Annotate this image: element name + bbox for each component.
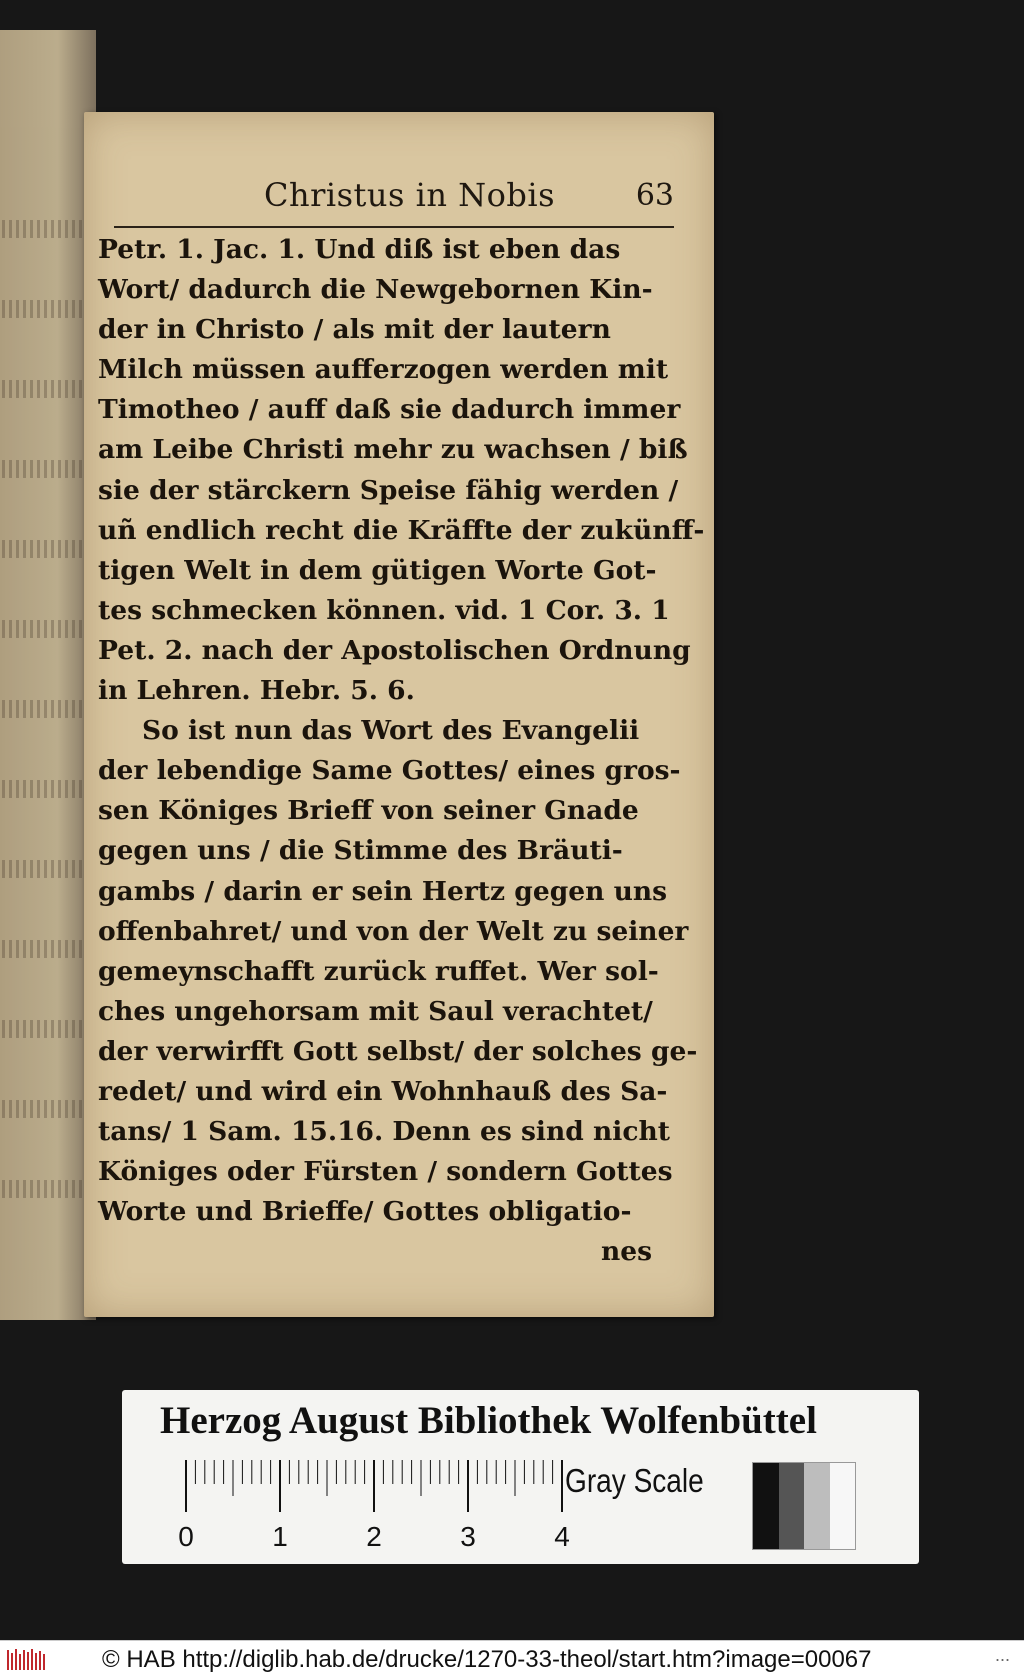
text-line: Petr. 1. Jac. 1. Und diß ist eben das — [98, 234, 621, 265]
paragraph-start-line: So ist nun das Wort des Evangelii — [142, 715, 640, 747]
text-line: uñ endlich recht die Kräffte der zukünff- — [98, 514, 705, 546]
gray-swatch — [779, 1463, 805, 1549]
gray-swatch — [830, 1463, 856, 1549]
bleed-through-text — [2, 700, 94, 718]
text-line: gambs / darin er sein Hertz gegen uns — [98, 875, 668, 907]
text-line: Milch müssen aufferzogen werden mit — [98, 354, 669, 386]
bleed-through-text — [2, 540, 94, 558]
bleed-through-text — [2, 860, 94, 878]
copyright-url[interactable]: © HAB http://diglib.hab.de/drucke/1270-33-theol/start.htm?image=00067 — [102, 1646, 872, 1673]
bleed-through-text — [2, 380, 94, 398]
page-body-text — [98, 230, 705, 1272]
footer-bar — [0, 1640, 1024, 1680]
running-head — [114, 174, 674, 228]
more-options-icon[interactable]: ... — [994, 1645, 1010, 1665]
text-line: am Leibe Christi mehr zu wachsen / biß — [98, 434, 688, 466]
gray-swatch — [753, 1463, 779, 1549]
bleed-through-text — [2, 220, 94, 238]
bleed-through-text — [2, 940, 94, 958]
ruler-number: 4 — [554, 1521, 570, 1552]
text-line: redet/ und wird ein Wohnhauß des Sa- — [98, 1075, 668, 1107]
text-line: sen Königes Brieff von seiner Gnade — [98, 795, 639, 827]
text-line: der in Christo / als mit der lautern — [98, 314, 611, 346]
text-line: gegen uns / die Stimme des Bräuti- — [98, 835, 623, 867]
book-page — [84, 112, 714, 1317]
ruler-number: 3 — [460, 1521, 476, 1552]
catchword: nes — [600, 1236, 652, 1268]
library-name: Herzog August Bibliothek Wolfenbüttel — [160, 1399, 817, 1442]
bleed-through-text — [2, 1180, 94, 1198]
hab-logo-icon — [6, 1647, 48, 1673]
gray-scale-label: Gray Scale — [565, 1462, 704, 1499]
color-calibration-card — [122, 1390, 919, 1564]
text-line: gemeynschafft zurück ruffet. Wer sol- — [98, 955, 659, 987]
ruler-scale — [162, 1452, 570, 1562]
ruler-number: 1 — [272, 1521, 288, 1552]
bleed-through-text — [2, 460, 94, 478]
text-line: in Lehren. Hebr. 5. 6. — [98, 675, 415, 707]
text-line: tigen Welt in dem gütigen Worte Got- — [98, 554, 657, 586]
text-line: ches ungehorsam mit Saul verachtet/ — [98, 995, 653, 1027]
bleed-through-text — [2, 780, 94, 798]
text-line: Pet. 2. nach der Apostolischen Ordnung — [98, 634, 691, 666]
gray-swatch — [804, 1463, 830, 1549]
ruler-number: 0 — [178, 1521, 194, 1552]
text-line: Worte und Brieffe/ Gottes obligatio- — [98, 1196, 632, 1228]
bleed-through-text — [2, 300, 94, 318]
running-title: Christus in Nobis — [264, 176, 556, 214]
text-line: der verwirfft Gott selbst/ der solches ge- — [98, 1035, 698, 1067]
text-line: sie der stärckern Speise fähig werden / — [98, 474, 679, 506]
bleed-through-text — [2, 620, 94, 638]
text-line: Königes oder Fürsten / sondern Gottes — [98, 1156, 673, 1188]
text-line: tes schmecken können. vid. 1 Cor. 3. 1 — [98, 594, 670, 626]
text-line: der lebendige Same Gottes/ eines gros- — [98, 755, 681, 787]
bleed-through-text — [2, 1100, 94, 1118]
text-line: tans/ 1 Sam. 15.16. Denn es sind nicht — [98, 1116, 670, 1148]
ruler-number: 2 — [366, 1521, 382, 1552]
text-line: Timotheo / auff daß sie dadurch immer — [98, 394, 681, 426]
text-line: offenbahret/ und von der Welt zu seiner — [98, 915, 689, 947]
page-number: 63 — [635, 178, 674, 213]
text-line: Wort/ dadurch die Newgebornen Kin- — [98, 274, 653, 306]
gray-scale-swatches — [752, 1462, 856, 1550]
bleed-through-text — [2, 1020, 94, 1038]
facing-page-edge — [0, 30, 96, 1320]
